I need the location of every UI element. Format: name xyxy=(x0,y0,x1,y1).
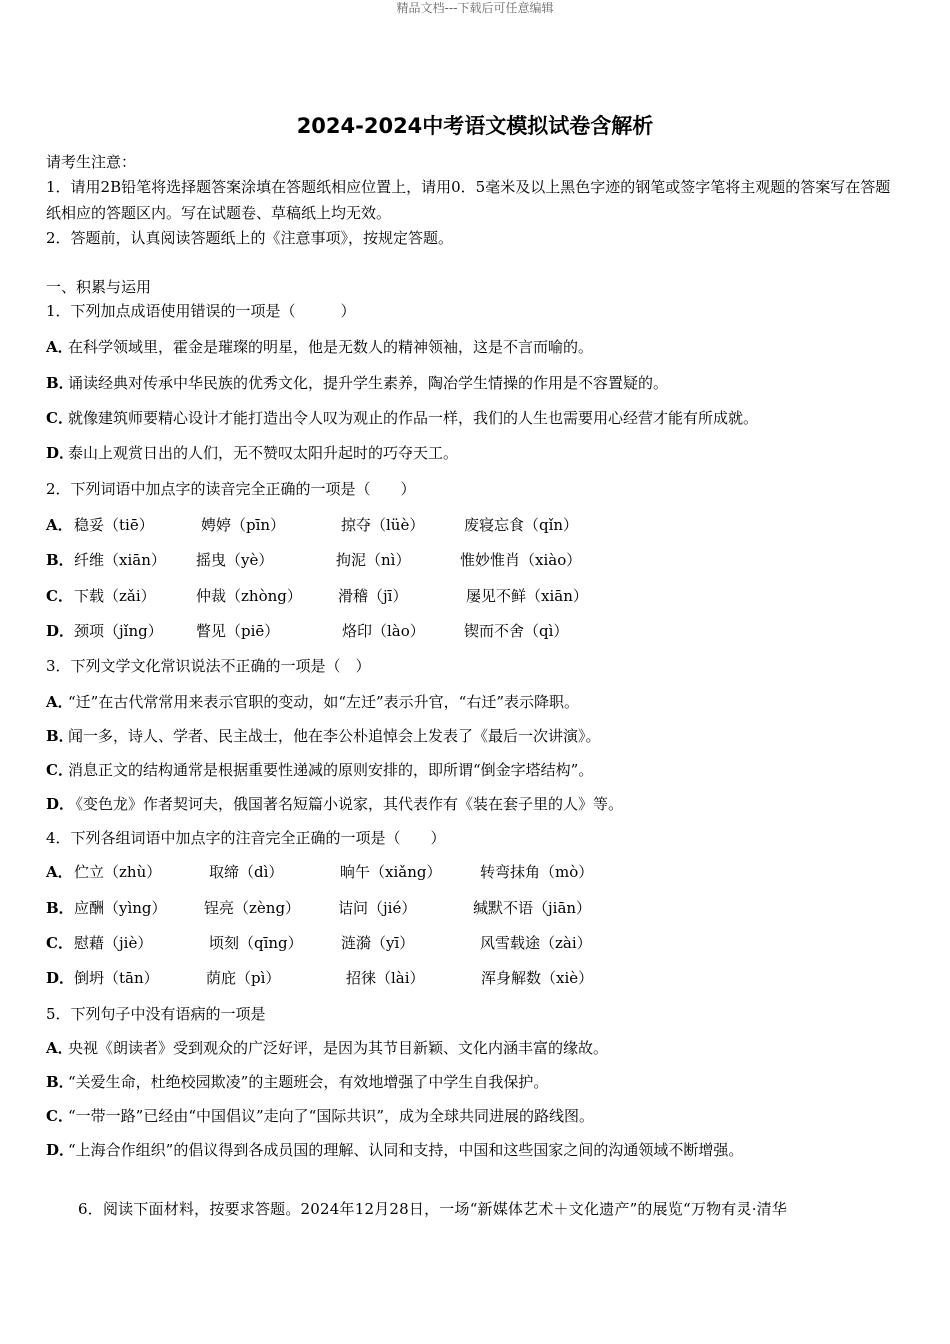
q1-option-b xyxy=(46,373,668,393)
q4-row-d xyxy=(46,968,926,988)
option-cell: 诘问（jié） xyxy=(338,899,417,917)
option-text: 消息正文的结构通常是根据重要性递减的原则安排的，即所谓“倒金字塔结构”。 xyxy=(68,761,594,779)
option-letter: C． xyxy=(46,587,73,605)
option-cell: 瞥见（piē） xyxy=(196,622,280,640)
option-cell: 废寝忘食（qǐn） xyxy=(464,516,579,534)
q2-row-a xyxy=(46,515,926,535)
option-cell: 颈项（jǐng） xyxy=(74,622,163,640)
q4-row-a xyxy=(46,862,926,882)
question-3-stem: 3．下列文学文化常识说法不正确的一项是（ ） xyxy=(46,657,371,675)
q5-option-a xyxy=(46,1038,608,1058)
option-cell: 屡见不鲜（xiān） xyxy=(466,587,588,605)
option-text: 央视《朗读者》受到观众的广泛好评，是因为其节目新颖、文化内涵丰富的缘故。 xyxy=(68,1039,609,1057)
option-letter: B． xyxy=(46,1073,74,1091)
question-4-stem: 4．下列各组词语中加点字的注音完全正确的一项是（ ） xyxy=(46,829,446,847)
option-letter: A． xyxy=(46,693,73,711)
option-cell: 倒坍（tān） xyxy=(74,969,159,987)
option-cell: 下载（zǎi） xyxy=(74,587,156,605)
q3-option-c xyxy=(46,760,593,780)
option-cell: 锲而不舍（qì） xyxy=(464,622,569,640)
option-text: 闻一多，诗人、学者、民主战士，他在李公朴追悼会上发表了《最后一次讲演》。 xyxy=(68,727,601,745)
option-cell: 招徕（lài） xyxy=(346,969,425,987)
option-cell: 荫庇（pì） xyxy=(206,969,281,987)
header-note: 精品文档---下载后可任意编辑 xyxy=(396,1,554,15)
option-letter: D． xyxy=(46,444,75,462)
option-cell: 转弯抹角（mò） xyxy=(480,863,594,881)
option-letter: B． xyxy=(46,727,74,745)
option-text: “关爱生命，杜绝校园欺凌”的主题班会，有效地增强了中学生自我保护。 xyxy=(68,1073,549,1091)
option-cell: 锃亮（zèng） xyxy=(204,899,301,917)
notice-item-1: 1．请用2B铅笔将选择题答案涂填在答题纸相应位置上，请用0．5毫米及以上黑色字迹的钢笔或签字笔将主观题的答案写在答题纸相应的答题区内。写在试题卷、草稿纸上均无效。 xyxy=(46,178,891,222)
option-cell: 娉婷（pīn） xyxy=(201,516,286,534)
option-letter: B． xyxy=(46,374,74,392)
option-cell: 浑身解数（xiè） xyxy=(481,969,594,987)
option-cell: 拘泥（nì） xyxy=(336,551,411,569)
q2-row-c xyxy=(46,586,926,606)
option-text: “迁”在古代常常用来表示官职的变动，如“左迁”表示升官，“右迁”表示降职。 xyxy=(68,693,580,711)
option-cell: 惟妙惟肖（xiào） xyxy=(460,551,582,569)
option-cell: 伫立（zhù） xyxy=(74,863,162,881)
question-5-stem: 5．下列句子中没有语病的一项是 xyxy=(46,1005,266,1023)
option-letter: D． xyxy=(46,1141,75,1159)
notice-heading: 请考生注意： xyxy=(46,153,137,171)
option-cell: 涟漪（yī） xyxy=(341,934,415,952)
page-title: 2024-2024中考语文模拟试卷含解析 xyxy=(296,114,654,138)
q1-option-a xyxy=(46,337,593,357)
q3-option-b xyxy=(46,726,601,746)
q5-option-d xyxy=(46,1140,743,1160)
option-cell: 纤维（xiān） xyxy=(74,551,166,569)
option-cell: 慰藉（jiè） xyxy=(74,934,153,952)
option-text: 诵读经典对传承中华民族的优秀文化，提升学生素养，陶冶学生情操的作用是不容置疑的。 xyxy=(68,374,669,392)
option-letter: D． xyxy=(46,969,75,987)
option-cell: 取缔（dì） xyxy=(209,863,284,881)
q3-option-a xyxy=(46,692,579,712)
option-cell: 缄默不语（jiān） xyxy=(473,899,592,917)
option-cell: 滑稽（jī） xyxy=(338,587,408,605)
q2-row-b xyxy=(46,550,926,570)
q3-option-d xyxy=(46,794,623,814)
option-letter: B． xyxy=(46,551,74,569)
option-cell: 烙印（lào） xyxy=(342,622,425,640)
option-letter: D． xyxy=(46,795,75,813)
option-letter: A． xyxy=(46,863,73,881)
option-cell: 顷刻（qīng） xyxy=(209,934,303,952)
option-text: 就像建筑师要精心设计才能打造出令人叹为观止的作品一样，我们的人生也需要用心经营才能有所成就。 xyxy=(68,409,759,427)
option-text: 《变色龙》作者契诃夫，俄国著名短篇小说家，其代表作有《装在套子里的人》等。 xyxy=(68,795,624,813)
option-text: 在科学领域里，霍金是璀璨的明星，他是无数人的精神领袖，这是不言而喻的。 xyxy=(68,338,594,356)
option-letter: C． xyxy=(46,1107,73,1125)
option-letter: A． xyxy=(46,338,73,356)
option-text: “一带一路”已经由“中国倡议”走向了“国际共识”，成为全球共同进展的路线图。 xyxy=(68,1107,595,1125)
option-letter: A． xyxy=(46,1039,73,1057)
q1-option-c xyxy=(46,408,758,428)
notice-item-2: 2．答题前，认真阅读答题纸上的《注意事项》，按规定答题。 xyxy=(46,229,454,247)
option-letter: B． xyxy=(46,899,74,917)
option-letter: C． xyxy=(46,409,73,427)
option-cell: 掠夺（lüè） xyxy=(341,516,425,534)
question-2-stem: 2．下列词语中加点字的读音完全正确的一项是（ ） xyxy=(46,480,416,498)
q4-row-b xyxy=(46,898,926,918)
question-6-stem: 6．阅读下面材料，按要求答题。2024年12月28日，一场“新媒体艺术＋文化遗产”的展览“万物有灵·清华 xyxy=(78,1200,788,1218)
q1-option-d xyxy=(46,443,458,463)
option-cell: 应酬（yìng） xyxy=(74,899,167,917)
q4-row-c xyxy=(46,933,926,953)
section-heading: 一、积累与运用 xyxy=(46,278,152,296)
q5-option-c xyxy=(46,1106,594,1126)
option-cell: 稳妥（tiē） xyxy=(74,516,154,534)
option-letter: A． xyxy=(46,516,73,534)
option-letter: C． xyxy=(46,934,73,952)
option-text: “上海合作组织”的倡议得到各成员国的理解、认同和支持，中国和这些国家之间的沟通领域不断增强。 xyxy=(68,1141,744,1159)
q5-option-b xyxy=(46,1072,548,1092)
option-cell: 仲裁（zhòng） xyxy=(196,587,302,605)
option-letter: D． xyxy=(46,622,75,640)
option-text: 泰山上观赏日出的人们，无不赞叹太阳升起时的巧夺天工。 xyxy=(68,444,459,462)
option-cell: 风雪载途（zài） xyxy=(480,934,592,952)
question-1-stem: 1．下列加点成语使用错误的一项是（ ） xyxy=(46,302,356,320)
q2-row-d xyxy=(46,621,926,641)
option-letter: C． xyxy=(46,761,73,779)
option-cell: 摇曳（yè） xyxy=(196,551,274,569)
option-cell: 晌午（xiǎng） xyxy=(340,863,442,881)
